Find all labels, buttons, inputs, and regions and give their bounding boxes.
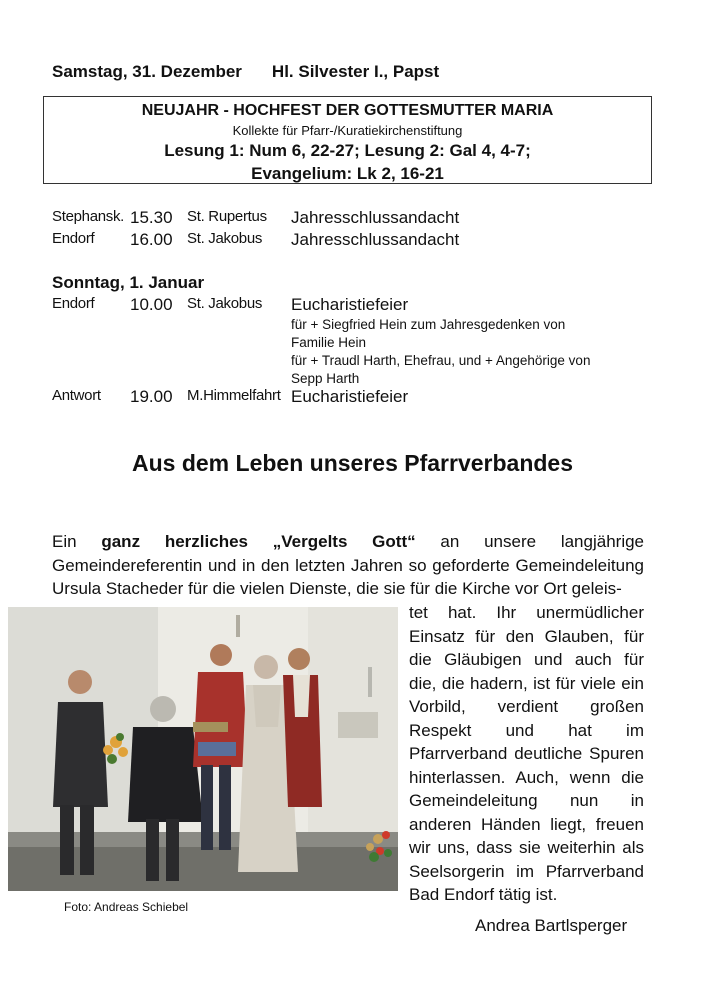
intention-note: für + Siegfried Hein zum Jahresgedenken von: [291, 317, 566, 332]
service-time: 15.30: [130, 208, 173, 227]
article-title: Aus dem Leben unseres Pfarrverbandes: [132, 450, 573, 476]
service-row: [0, 295, 705, 317]
intro-post: an unsere langjährige Gemeindereferentin und in den letzten Jahren so geforderte Gemeindeleitung Ursula Stacheder für die vielen Dienste, die sie für die Kirche vor Ort geleis-: [52, 532, 645, 598]
service-row: [0, 387, 705, 409]
service-church: M.Himmelfahrt: [187, 387, 281, 404]
readings-line-2: Evangelium: Lk 2, 16-21: [251, 164, 444, 183]
collection-text: Kollekte für Pfarr-/Kuratiekirchenstiftung: [232, 123, 463, 138]
service-event: Eucharistiefeier: [291, 387, 409, 406]
intention-note: Sepp Harth: [291, 371, 360, 386]
intention-note: für + Traudl Harth, Ehefrau, und + Angehörige von: [291, 353, 591, 368]
readings-line-1: Lesung 1: Num 6, 22-27; Lesung 2: Gal 4, 4-7;: [164, 141, 531, 160]
service-church: St. Jakobus: [187, 230, 263, 247]
service-event: Jahresschlussandacht: [291, 230, 460, 249]
service-row: [0, 230, 705, 252]
sunday-heading: Sonntag, 1. Januar: [52, 273, 205, 292]
feast-box: [43, 96, 652, 184]
article-body-wrap: tet hat. Ihr unermüdlicher Einsatz für den Glauben, für die Gläubigen und auch für die, die hadern, ist für viele ein Vorbild, verdient großen Respekt und hat im Pfarrverband deutliche Spuren hinterlassen. Auch, wenn die Gemeindeleitung nun in anderen Händen liegt, freuen wir uns, dass sie weiterhin als Seelsorgerin im Pfarrverband Bad Endorf tätig ist.: [409, 603, 644, 904]
photo-illustration: [8, 607, 398, 891]
service-church: St. Rupertus: [187, 208, 267, 225]
service-row: [0, 208, 705, 230]
service-event: Eucharistiefeier: [291, 295, 409, 314]
service-place: Endorf: [52, 295, 95, 312]
service-place: Stephansk.: [52, 208, 125, 225]
feast-title: NEUJAHR - HOCHFEST DER GOTTESMUTTER MARIA: [141, 102, 554, 119]
service-place: Endorf: [52, 230, 95, 247]
article-photo: [8, 607, 398, 891]
date-heading: [52, 62, 439, 82]
service-time: 19.00: [130, 387, 173, 406]
service-church: St. Jakobus: [187, 295, 263, 312]
service-place: Antwort: [52, 387, 101, 404]
article-intro: [52, 530, 644, 601]
intro-bold: ganz herzliches „Vergelts Gott“: [101, 532, 416, 551]
intro-pre: Ein: [52, 532, 102, 551]
service-time: 16.00: [130, 230, 173, 249]
saint-text: Hl. Silvester I., Papst: [271, 62, 440, 81]
service-event: Jahresschlussandacht: [291, 208, 460, 227]
date-text: Samstag, 31. Dezember: [52, 62, 242, 81]
photo-caption: Foto: Andreas Schiebel: [64, 900, 189, 914]
intention-note: Familie Hein: [291, 335, 367, 350]
article-author: Andrea Bartlsperger: [475, 916, 628, 935]
service-time: 10.00: [130, 295, 173, 314]
